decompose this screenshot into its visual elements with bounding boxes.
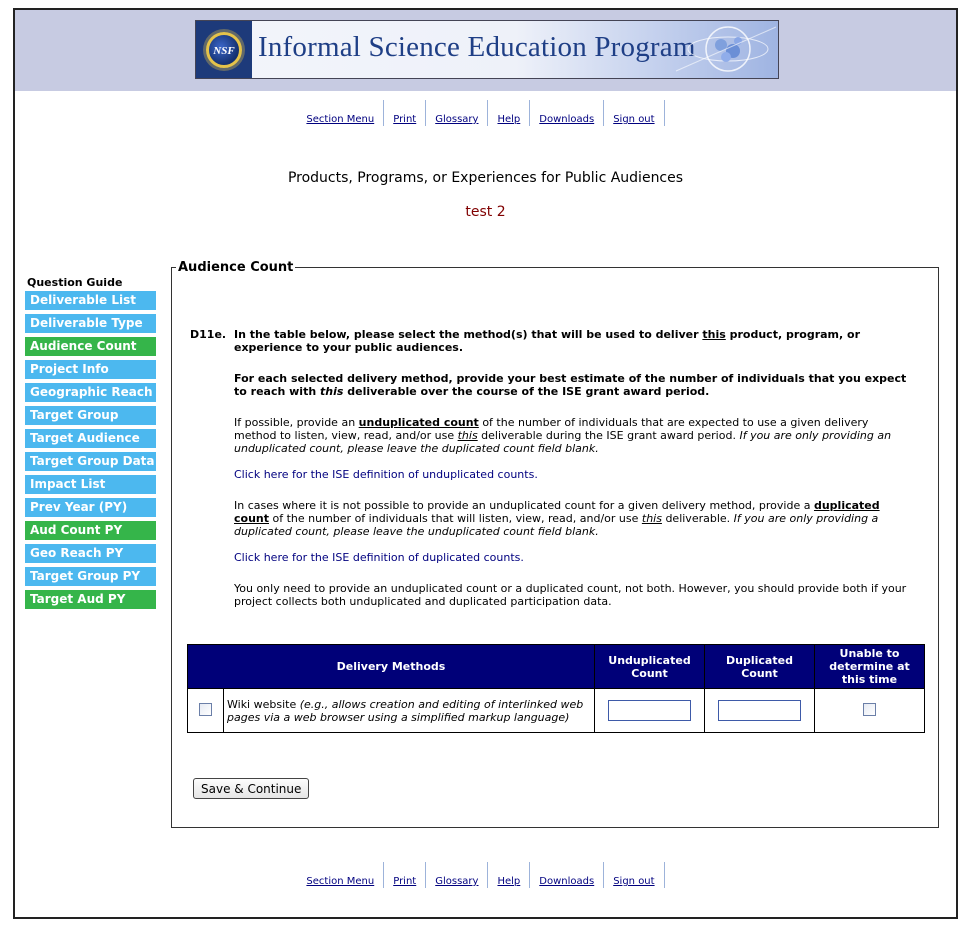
dup-term: duplicated count xyxy=(234,499,880,525)
nav-sign-out[interactable]: Sign out xyxy=(604,100,664,126)
duplicated-instructions xyxy=(234,499,914,538)
guide-item-audience-count[interactable]: Audience Count xyxy=(25,337,156,356)
guide-item-project-info[interactable]: Project Info xyxy=(25,360,156,379)
page-subtitle: test 2 xyxy=(465,204,506,220)
col-header-methods: Delivery Methods xyxy=(188,645,595,689)
method-select-cell xyxy=(188,689,224,733)
guide-item-target-group[interactable]: Target Group xyxy=(25,406,156,425)
unable-to-determine-checkbox[interactable] xyxy=(863,703,876,716)
bottom-nav xyxy=(15,862,956,888)
nav-downloads[interactable]: Downloads xyxy=(530,100,604,126)
method-checkbox[interactable] xyxy=(199,703,212,716)
page-title: Products, Programs, or Experiences for Public Audiences xyxy=(287,170,684,186)
intro-text: In the table below, please select the method(s) that will be used to deliver xyxy=(234,328,703,341)
estimate-text-end: deliverable over the course of the ISE grant award period. xyxy=(343,385,710,398)
both-counts-note: You only need to provide an unduplicated count or a duplicated count, not both. However, you should provide both if your project collects both unduplicated and duplicated participation data. xyxy=(234,582,907,608)
col-header-duplicated: Duplicated Count xyxy=(705,645,815,689)
nsf-logo xyxy=(196,21,252,78)
question-intro xyxy=(234,328,914,354)
guide-item-deliverable-list[interactable]: Deliverable List xyxy=(25,291,156,310)
save-continue-button[interactable]: Save & Continue xyxy=(193,778,309,799)
nav-section-menu[interactable]: Section Menu xyxy=(306,100,384,126)
fieldset-legend: Audience Count xyxy=(178,260,294,275)
duplicated-cell xyxy=(705,689,815,733)
intro-text-end: product, program, or experience to your public audiences. xyxy=(234,328,860,354)
nav-glossary[interactable]: Glossary xyxy=(426,100,488,126)
top-nav xyxy=(15,100,956,126)
guide-item-target-group-data[interactable]: Target Group Data xyxy=(25,452,156,471)
guide-item-geo-reach-py[interactable]: Geo Reach PY xyxy=(25,544,156,563)
guide-item-impact-list[interactable]: Impact List xyxy=(25,475,156,494)
estimate-emphasis: this xyxy=(320,385,344,398)
nav-section-menu-bottom[interactable]: Section Menu xyxy=(306,862,384,888)
nav-glossary-bottom[interactable]: Glossary xyxy=(426,862,488,888)
audience-count-fieldset xyxy=(171,260,939,828)
nav-sign-out-bottom[interactable]: Sign out xyxy=(604,862,664,888)
col-header-unduplicated: Unduplicated Count xyxy=(595,645,705,689)
undup-term: unduplicated count xyxy=(358,416,479,429)
nav-print[interactable]: Print xyxy=(384,100,426,126)
duplicated-definition-link[interactable]: Click here for the ISE definition of duplicated counts. xyxy=(234,551,524,564)
unduplicated-definition-wrap xyxy=(234,468,914,481)
question-guide-title: Question Guide xyxy=(27,276,123,289)
estimate-instructions xyxy=(234,372,914,398)
page-frame xyxy=(13,8,958,919)
guide-item-deliverable-type[interactable]: Deliverable Type xyxy=(25,314,156,333)
estimate-text: For each selected delivery method, provide your best estimate of the number of individuals that you expect to reach with xyxy=(234,372,907,398)
program-banner xyxy=(195,20,779,79)
table-row xyxy=(188,689,925,733)
banner-title: Informal Science Education Program xyxy=(258,31,696,63)
unduplicated-count-input[interactable] xyxy=(608,700,691,721)
method-example: (e.g., allows creation and editing of interlinked web pages via a web browser using a simplified markup language) xyxy=(227,697,584,724)
dup-emphasis: this xyxy=(641,512,662,525)
guide-item-aud-count-py[interactable]: Aud Count PY xyxy=(25,521,156,540)
col-header-unable: Unable to determine at this time xyxy=(815,645,925,689)
molecule-art-icon xyxy=(666,21,779,78)
guide-item-target-group-py[interactable]: Target Group PY xyxy=(25,567,156,586)
dup-text-2: of the number of individuals that will listen, view, read, and/or use xyxy=(269,512,642,525)
dup-text-3: deliverable. xyxy=(661,512,734,525)
unduplicated-instructions xyxy=(234,416,914,455)
guide-item-geographic-reach[interactable]: Geographic Reach xyxy=(25,383,156,402)
nav-help-bottom[interactable]: Help xyxy=(488,862,530,888)
unduplicated-cell xyxy=(595,689,705,733)
unable-cell xyxy=(815,689,925,733)
undup-note: If you are only providing an unduplicated count, please leave the duplicated count field blank. xyxy=(234,429,892,455)
duplicated-definition-wrap xyxy=(234,551,914,564)
undup-text: If possible, provide an xyxy=(234,416,359,429)
unduplicated-definition-link[interactable]: Click here for the ISE definition of unduplicated counts. xyxy=(234,468,538,481)
undup-text-2: of the number of individuals that are expected to use a given delivery method to listen, view, read, and/or use xyxy=(234,416,869,442)
undup-emphasis: this xyxy=(457,429,478,442)
guide-item-prev-year[interactable]: Prev Year (PY) xyxy=(25,498,156,517)
undup-text-3: deliverable during the ISE grant award period. xyxy=(477,429,740,442)
table-header-row xyxy=(188,645,925,689)
guide-item-target-aud-py[interactable]: Target Aud PY xyxy=(25,590,156,609)
method-description xyxy=(224,689,595,733)
question-guide xyxy=(25,276,158,613)
nav-help[interactable]: Help xyxy=(488,100,530,126)
question-id: D11e. xyxy=(190,328,227,341)
intro-emphasis: this xyxy=(702,328,726,341)
method-name: Wiki website xyxy=(227,697,300,711)
nsf-globe-icon xyxy=(206,32,242,68)
dup-note: If you are only providing a duplicated count, please leave the unduplicated count field blank. xyxy=(234,512,879,538)
dup-text: In cases where it is not possible to provide an unduplicated count for a given delivery method, provide a xyxy=(234,499,814,512)
header-band xyxy=(15,10,956,91)
duplicated-count-input[interactable] xyxy=(718,700,801,721)
nav-print-bottom[interactable]: Print xyxy=(384,862,426,888)
guide-item-target-audience[interactable]: Target Audience xyxy=(25,429,156,448)
nsf-logo-text: NSF xyxy=(213,44,235,57)
delivery-methods-table xyxy=(187,644,925,733)
nav-downloads-bottom[interactable]: Downloads xyxy=(530,862,604,888)
